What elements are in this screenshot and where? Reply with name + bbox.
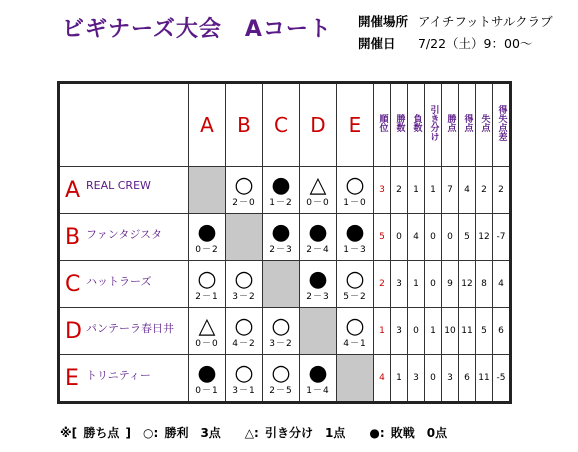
match-result-cell (226, 355, 263, 403)
page-title: ビギナーズ大会 Aコート (62, 17, 332, 42)
team-name: ハットラーズ (86, 275, 152, 288)
match-result-cell (263, 308, 300, 355)
match-result-cell (189, 355, 226, 403)
team-letter: A (65, 178, 81, 203)
match-result-cell (337, 308, 374, 355)
team-cell (59, 308, 189, 355)
match-result-cell (300, 261, 337, 308)
venue-value: アイチフットサルクラブ (417, 14, 553, 29)
result-mark: ● (308, 220, 328, 245)
stat-head-losses: 負数 (408, 83, 425, 167)
result-mark: ○ (345, 173, 365, 198)
match-result-cell (300, 355, 337, 403)
match-result-cell (226, 261, 263, 308)
match-score: 0－0 (306, 198, 330, 208)
match-result-cell (189, 308, 226, 355)
result-mark: △ (309, 173, 327, 198)
stat-goals-for: 4 (459, 167, 476, 214)
match-result-cell (226, 167, 263, 214)
match-result-cell (226, 308, 263, 355)
corner-cell (59, 83, 189, 167)
stat-goals-against: 2 (476, 167, 493, 214)
result-mark: △ (198, 314, 216, 339)
stat-goal-diff: -7 (493, 214, 511, 261)
col-head-b: B (226, 83, 263, 167)
match-score: 2－1 (195, 292, 219, 302)
team-letter: C (65, 272, 81, 297)
stat-wins: 2 (391, 167, 408, 214)
stat-goals-for: 11 (459, 308, 476, 355)
table-row (59, 167, 511, 214)
result-mark: ● (308, 361, 328, 386)
match-score: 4－1 (343, 339, 367, 349)
stat-goal-diff: 6 (493, 308, 511, 355)
date-info (358, 34, 532, 52)
result-mark: ○ (234, 267, 254, 292)
team-name: トリニティー (86, 369, 151, 382)
match-result-cell (337, 261, 374, 308)
col-head-c: C (263, 83, 300, 167)
self-match-cell (337, 355, 374, 403)
self-match-cell (300, 308, 337, 355)
result-mark: ● (197, 220, 217, 245)
team-name: パンテーラ春日井 (86, 322, 174, 335)
match-score: 0－0 (195, 339, 219, 349)
match-score: 4－2 (232, 339, 256, 349)
stat-points: 7 (442, 167, 459, 214)
match-score: 2－3 (269, 245, 293, 255)
stat-draws: 0 (425, 214, 442, 261)
table-row (59, 261, 511, 308)
stat-points: 9 (442, 261, 459, 308)
match-result-cell (189, 214, 226, 261)
team-cell (59, 261, 189, 308)
stat-head-goals-against: 失点 (476, 83, 493, 167)
team-cell (59, 214, 189, 261)
stat-goal-diff: 4 (493, 261, 511, 308)
stat-losses: 4 (408, 214, 425, 261)
result-mark: ○ (234, 314, 254, 339)
points-legend: ※[ 勝ち点 ] ○: 勝利 3点 △: 引き分け 1点 ●: 敗戦 0点 (60, 426, 448, 440)
match-score: 0－1 (195, 386, 219, 396)
stat-rank: 3 (374, 167, 391, 214)
stat-losses: 3 (408, 355, 425, 403)
table-row (59, 355, 511, 403)
stat-goals-against: 8 (476, 261, 493, 308)
team-cell (59, 355, 189, 403)
result-mark: ○ (197, 267, 217, 292)
stat-goals-for: 6 (459, 355, 476, 403)
stat-points: 3 (442, 355, 459, 403)
date-value: 7/22（土）9：00～ (417, 36, 533, 51)
match-score: 1－2 (269, 198, 293, 208)
col-head-a: A (189, 83, 226, 167)
col-head-e: E (337, 83, 374, 167)
match-result-cell (263, 214, 300, 261)
stat-head-rank: 順位 (374, 83, 391, 167)
stat-goals-for: 12 (459, 261, 476, 308)
stat-wins: 0 (391, 214, 408, 261)
stat-wins: 3 (391, 261, 408, 308)
stat-goal-diff: 2 (493, 167, 511, 214)
league-table (57, 81, 512, 404)
result-mark: ● (345, 220, 365, 245)
result-mark: ○ (234, 361, 254, 386)
match-score: 3－2 (232, 292, 256, 302)
match-score: 1－4 (306, 386, 330, 396)
match-score: 2－4 (306, 245, 330, 255)
venue-info (358, 12, 553, 30)
self-match-cell (226, 214, 263, 261)
match-score: 5－2 (343, 292, 367, 302)
match-score: 3－1 (232, 386, 256, 396)
stat-draws: 1 (425, 167, 442, 214)
match-score: 2－5 (269, 386, 293, 396)
team-letter: D (65, 319, 82, 344)
stat-goals-against: 5 (476, 308, 493, 355)
match-score: 3－2 (269, 339, 293, 349)
table-row (59, 214, 511, 261)
self-match-cell (263, 261, 300, 308)
match-score: 2－0 (232, 198, 256, 208)
team-letter: B (65, 225, 81, 250)
team-letter: E (65, 366, 79, 391)
stat-losses: 1 (408, 167, 425, 214)
stat-head-draws: 引き分け (425, 83, 442, 167)
result-mark: ○ (345, 314, 365, 339)
result-mark: ● (271, 220, 291, 245)
self-match-cell (189, 167, 226, 214)
match-result-cell (300, 214, 337, 261)
header-row (59, 83, 511, 167)
stat-head-goals-for: 得点 (459, 83, 476, 167)
stat-wins: 3 (391, 308, 408, 355)
team-name: ファンタジスタ (86, 228, 163, 241)
team-cell (59, 167, 189, 214)
match-result-cell (263, 167, 300, 214)
result-mark: ● (308, 267, 328, 292)
match-result-cell (300, 167, 337, 214)
stat-rank: 2 (374, 261, 391, 308)
stat-goals-for: 5 (459, 214, 476, 261)
result-mark: ○ (345, 267, 365, 292)
match-result-cell (263, 355, 300, 403)
stat-goals-against: 11 (476, 355, 493, 403)
match-result-cell (337, 214, 374, 261)
stat-losses: 1 (408, 261, 425, 308)
stat-head-points: 勝点 (442, 83, 459, 167)
result-mark: ○ (271, 314, 291, 339)
stat-points: 10 (442, 308, 459, 355)
result-mark: ○ (234, 173, 254, 198)
stat-rank: 5 (374, 214, 391, 261)
date-label: 開催日 (358, 36, 396, 51)
stat-head-goal-diff: 得失点差 (493, 83, 511, 167)
match-score: 1－3 (343, 245, 367, 255)
col-head-d: D (300, 83, 337, 167)
stat-points: 0 (442, 214, 459, 261)
team-name: REAL CREW (86, 179, 151, 192)
stat-rank: 4 (374, 355, 391, 403)
stat-draws: 1 (425, 308, 442, 355)
stat-goals-against: 12 (476, 214, 493, 261)
stat-rank: 1 (374, 308, 391, 355)
match-result-cell (189, 261, 226, 308)
stat-wins: 1 (391, 355, 408, 403)
match-score: 1－0 (343, 198, 367, 208)
match-result-cell (337, 167, 374, 214)
match-score: 2－3 (306, 292, 330, 302)
stat-goal-diff: -5 (493, 355, 511, 403)
venue-label: 開催場所 (358, 14, 409, 29)
result-mark: ○ (271, 361, 291, 386)
stat-draws: 0 (425, 355, 442, 403)
result-mark: ● (271, 173, 291, 198)
stat-draws: 0 (425, 261, 442, 308)
stat-losses: 0 (408, 308, 425, 355)
result-mark: ● (197, 361, 217, 386)
match-score: 0－2 (195, 245, 219, 255)
stat-head-wins: 勝数 (391, 83, 408, 167)
table-row (59, 308, 511, 355)
